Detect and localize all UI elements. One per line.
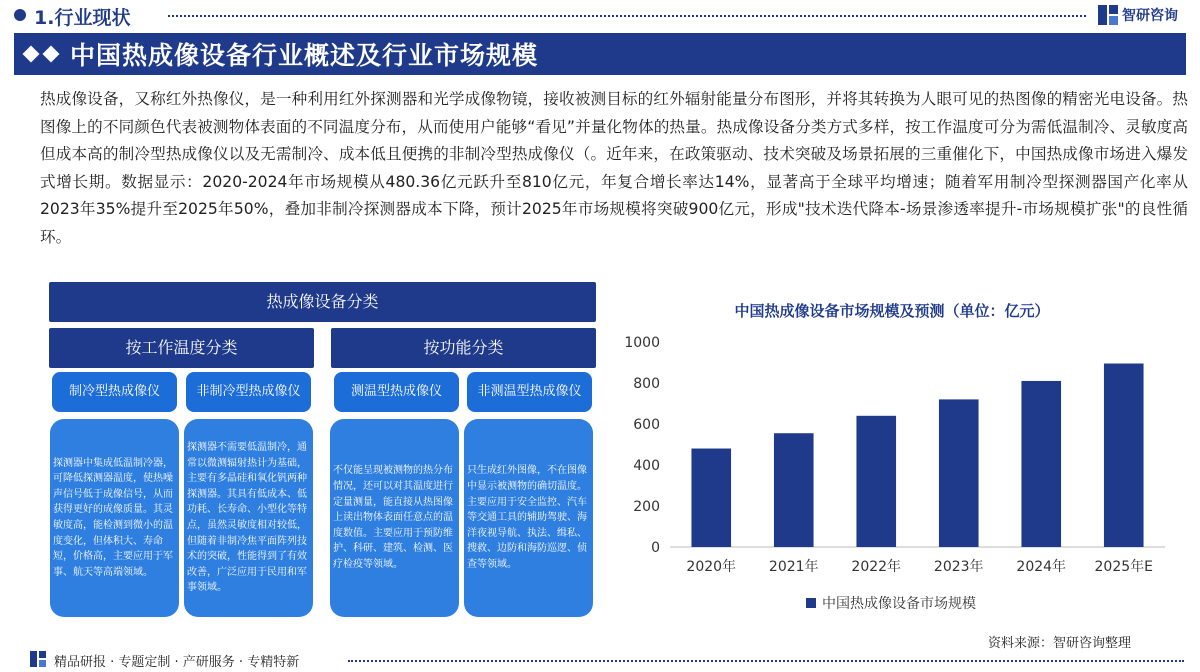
category-by-temperature: 按工作温度分类 [49,328,314,368]
top-divider [168,15,1086,17]
x-tick-label: 2020年 [686,559,737,575]
desc-cooled: 探测器中集成低温制冷器，可降低探测器温度，使热噪声信号低于成像信号，从而获得更好的成像质量。其灵敏度高，能检测到微小的温度变化，但体积大、寿命短，价格高，主要应用于军事、航天等高端领域。 [50,419,179,617]
bar [939,399,979,547]
section-dot-icon [14,9,26,21]
category-by-function: 按功能分类 [331,328,596,368]
diamond-icon [23,46,40,63]
diamond-icons [22,48,60,60]
sub-measuring: 测温型热成像仪 [334,372,459,412]
top-bar [0,0,1200,30]
footer-logo-icon [30,651,46,667]
y-tick-label: 800 [633,376,660,392]
desc-measuring: 不仅能呈现被测物的热分布情况，还可以对其温度进行定量测量，能直接从热图像上读出物体表面任意点的温度数值。主要应用于预防维护、科研、建筑、检测、医疗检疫等领域。 [330,419,459,617]
page-title: 中国热成像设备行业概述及行业市场规模 [70,41,539,70]
y-tick-label: 200 [633,499,660,515]
x-tick-label: 2022年 [851,559,902,575]
y-tick-label: 1000 [624,335,660,351]
brand-name: 智研咨询 [1122,8,1178,24]
bar [1104,364,1144,547]
x-tick-label: 2024年 [1016,559,1067,575]
title-banner [14,33,1186,75]
footer [0,648,1200,672]
diamond-icon [43,46,60,63]
y-tick-label: 400 [633,458,660,474]
x-tick-label: 2021年 [768,559,819,575]
intro-paragraph: 热成像设备，又称红外热像仪，是一种利用红外探测器和光学成像物镜，接收被测目标的红外辐射能量分布图形，并将其转换为人眼可见的热图像的精密光电设备。热图像上的不同颜色代表被测物体表面的不同温度分布，从而使用户能够“看见”并量化物体的热量。热成像设备分类方式多样，按工作温度可分为需低温制冷、灵敏度高但成本高的制冷型热成像仪以及无需制冷、成本低且便携的非制冷型热成像仪（。近年来，在政策驱动、技术突破及场景拓展的三重催化下，中国热成像市场进入爆发式增长期。数据显示：2020-2024年市场规模从480.36亿元跃升至810亿元，年复合增长率达14%，显著高于全球平均增速；随着军用制冷型探测器国产化率从2023年35%提升至2025年50%，叠加非制冷探测器成本下降，预计2025年市场规模将突破900亿元，形成"技术迭代降本-场景渗透率提升-市场规模扩张"的良性循环。 [40,90,1188,246]
desc-non-measuring: 只生成红外图像，不在图像中显示被测物的确切温度。主要应用于安全监控、汽车等交通工具的辅助驾驶、海洋夜视导航、执法、缉私、搜救、边防和海防巡逻、侦查等领域。 [464,419,593,617]
bar [691,449,731,547]
footer-tagline: 精品研报 · 专题定制 · 产研服务 · 专精特新 [54,655,300,670]
zhiyan-logo-icon [1098,5,1118,25]
sub-cooled: 制冷型热成像仪 [52,372,177,412]
y-tick-label: 600 [633,417,660,433]
sub-uncooled: 非制冷型热成像仪 [186,372,311,412]
section-title: 1.行业现状 [34,7,131,29]
chart-title: 中国热成像设备市场规模及预测（单位：亿元） [734,302,1050,320]
sub-non-measuring: 非测温型热成像仪 [467,372,592,412]
classification-title: 热成像设备分类 [49,282,596,322]
footer-divider [348,660,1184,662]
market-size-bar-chart [600,325,1190,625]
y-tick-label: 0 [651,540,660,556]
bar [1021,381,1061,547]
x-tick-label: 2025年E [1094,559,1153,575]
bar [856,416,896,547]
x-tick-label: 2023年 [933,559,984,575]
brand [1098,4,1178,26]
legend-label: 中国热成像设备市场规模 [822,596,976,612]
desc-uncooled: 探测器不需要低温制冷，通常以微测辐射热计为基础，主要有多晶硅和氧化钒两种探测器。其具有低成本、低功耗、长寿命、小型化等特点，虽然灵敏度相对较低，但随着非制冷焦平面阵列技术的突破，性能得到了有效改善，广泛应用于民用和军事领域。 [184,419,313,617]
legend-swatch [806,598,816,608]
data-source: 资料来源：智研咨询整理 [988,636,1132,651]
bar [774,433,814,547]
